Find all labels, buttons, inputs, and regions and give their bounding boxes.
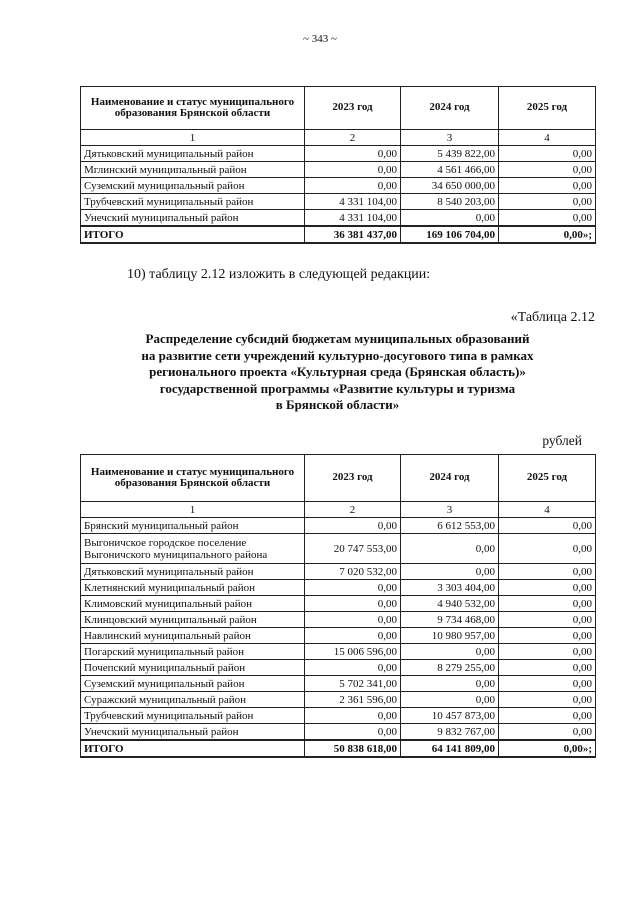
cell-2023: 0,00 bbox=[305, 146, 401, 162]
total-2023: 50 838 618,00 bbox=[305, 740, 401, 757]
cell-name: Трубчевский муниципальный район bbox=[81, 708, 305, 724]
header-municipality: Наименование и статус муниципального образования Брянской области bbox=[81, 87, 305, 130]
header-2024: 2024 год bbox=[401, 87, 499, 130]
cell-name: Дятьковский муниципальный район bbox=[81, 146, 305, 162]
total-row bbox=[81, 226, 596, 243]
header-2024: 2024 год bbox=[401, 455, 499, 502]
page-number: ~ 343 ~ bbox=[303, 33, 337, 45]
table-row bbox=[81, 210, 596, 227]
index-cell: 1 bbox=[81, 130, 305, 146]
cell-2025: 0,00 bbox=[499, 146, 596, 162]
table-2 bbox=[80, 454, 596, 758]
cell-name: Мглинский муниципальный район bbox=[81, 162, 305, 178]
cell-2024: 9 734 468,00 bbox=[401, 612, 499, 628]
table-row bbox=[81, 676, 596, 692]
cell-name: Клинцовский муниципальный район bbox=[81, 612, 305, 628]
cell-2025: 0,00 bbox=[499, 178, 596, 194]
cell-2023: 0,00 bbox=[305, 660, 401, 676]
cell-2024: 4 561 466,00 bbox=[401, 162, 499, 178]
header-2025: 2025 год bbox=[499, 455, 596, 502]
cell-name: Суземский муниципальный район bbox=[81, 676, 305, 692]
cell-2025: 0,00 bbox=[499, 534, 596, 564]
index-cell: 4 bbox=[499, 502, 596, 518]
table-row bbox=[81, 692, 596, 708]
cell-2023: 0,00 bbox=[305, 162, 401, 178]
cell-2025: 0,00 bbox=[499, 518, 596, 534]
total-2023: 36 381 437,00 bbox=[305, 226, 401, 243]
cell-name: Трубчевский муниципальный район bbox=[81, 194, 305, 210]
cell-2024: 8 540 203,00 bbox=[401, 194, 499, 210]
instruction-text: 10) таблицу 2.12 изложить в следующей редакции: bbox=[127, 267, 431, 282]
cell-2025: 0,00 bbox=[499, 692, 596, 708]
cell-name: Суземский муниципальный район bbox=[81, 178, 305, 194]
table-title-line: Распределение субсидий бюджетам муниципальных образований bbox=[145, 331, 530, 346]
cell-2024: 4 940 532,00 bbox=[401, 596, 499, 612]
cell-2025: 0,00 bbox=[499, 194, 596, 210]
table-header-row bbox=[81, 87, 596, 130]
cell-2023: 0,00 bbox=[305, 628, 401, 644]
cell-name: Погарский муниципальный район bbox=[81, 644, 305, 660]
cell-2025: 0,00 bbox=[499, 724, 596, 741]
table-title-line: в Брянской области» bbox=[275, 397, 400, 412]
cell-2025: 0,00 bbox=[499, 612, 596, 628]
cell-name: Унечский муниципальный район bbox=[81, 210, 305, 227]
table-row bbox=[81, 628, 596, 644]
table-row bbox=[81, 580, 596, 596]
total-2025: 0,00»; bbox=[499, 226, 596, 243]
cell-2023: 0,00 bbox=[305, 724, 401, 741]
cell-2025: 0,00 bbox=[499, 580, 596, 596]
header-2023: 2023 год bbox=[305, 87, 401, 130]
cell-2025: 0,00 bbox=[499, 644, 596, 660]
cell-2025: 0,00 bbox=[499, 676, 596, 692]
cell-2023: 2 361 596,00 bbox=[305, 692, 401, 708]
cell-name: Унечский муниципальный район bbox=[81, 724, 305, 741]
cell-2023: 20 747 553,00 bbox=[305, 534, 401, 564]
cell-2023: 0,00 bbox=[305, 518, 401, 534]
table-row bbox=[81, 596, 596, 612]
cell-2025: 0,00 bbox=[499, 162, 596, 178]
cell-2023: 5 702 341,00 bbox=[305, 676, 401, 692]
cell-2024: 0,00 bbox=[401, 692, 499, 708]
header-2025: 2025 год bbox=[499, 87, 596, 130]
total-label: ИТОГО bbox=[81, 226, 305, 243]
cell-2023: 0,00 bbox=[305, 612, 401, 628]
index-cell: 2 bbox=[305, 502, 401, 518]
header-2023: 2023 год bbox=[305, 455, 401, 502]
index-cell: 2 bbox=[305, 130, 401, 146]
total-2025: 0,00»; bbox=[499, 740, 596, 757]
cell-2023: 0,00 bbox=[305, 708, 401, 724]
table-row bbox=[81, 644, 596, 660]
table-1 bbox=[80, 86, 596, 244]
table-row bbox=[81, 612, 596, 628]
cell-2024: 10 980 957,00 bbox=[401, 628, 499, 644]
index-cell: 3 bbox=[401, 130, 499, 146]
table-row bbox=[81, 162, 596, 178]
index-cell: 3 bbox=[401, 502, 499, 518]
cell-name: Брянский муниципальный район bbox=[81, 518, 305, 534]
cell-2024: 5 439 822,00 bbox=[401, 146, 499, 162]
cell-2025: 0,00 bbox=[499, 660, 596, 676]
table-row bbox=[81, 724, 596, 741]
cell-name: Климовский муниципальный район bbox=[81, 596, 305, 612]
cell-name: Дятьковский муниципальный район bbox=[81, 564, 305, 580]
table-row bbox=[81, 518, 596, 534]
table-row bbox=[81, 564, 596, 580]
index-row bbox=[81, 130, 596, 146]
index-cell: 4 bbox=[499, 130, 596, 146]
cell-name: Навлинский муниципальный район bbox=[81, 628, 305, 644]
cell-2025: 0,00 bbox=[499, 708, 596, 724]
cell-2024: 10 457 873,00 bbox=[401, 708, 499, 724]
table-row bbox=[81, 708, 596, 724]
table-row bbox=[81, 178, 596, 194]
table-title-line: регионального проекта «Культурная среда (Брянская область)» bbox=[149, 364, 526, 379]
cell-2023: 0,00 bbox=[305, 178, 401, 194]
cell-2025: 0,00 bbox=[499, 210, 596, 227]
cell-2024: 6 612 553,00 bbox=[401, 518, 499, 534]
table-row bbox=[81, 660, 596, 676]
cell-2024: 0,00 bbox=[401, 644, 499, 660]
cell-2024: 0,00 bbox=[401, 210, 499, 227]
cell-2023: 7 020 532,00 bbox=[305, 564, 401, 580]
cell-2023: 4 331 104,00 bbox=[305, 194, 401, 210]
cell-name: Клетнянский муниципальный район bbox=[81, 580, 305, 596]
cell-2025: 0,00 bbox=[499, 596, 596, 612]
header-municipality: Наименование и статус муниципального образования Брянской области bbox=[81, 455, 305, 502]
table-title-line: на развитие сети учреждений культурно-досугового типа в рамках bbox=[141, 347, 534, 363]
index-cell: 1 bbox=[81, 502, 305, 518]
cell-2025: 0,00 bbox=[499, 564, 596, 580]
table-title bbox=[80, 331, 595, 414]
table-row bbox=[81, 194, 596, 210]
cell-2023: 0,00 bbox=[305, 580, 401, 596]
cell-2024: 9 832 767,00 bbox=[401, 724, 499, 741]
table-label: «Таблица 2.12 bbox=[510, 310, 595, 325]
cell-2023: 0,00 bbox=[305, 596, 401, 612]
index-row bbox=[81, 502, 596, 518]
total-2024: 169 106 704,00 bbox=[401, 226, 499, 243]
cell-2024: 0,00 bbox=[401, 564, 499, 580]
table-row bbox=[81, 534, 596, 564]
cell-2024: 0,00 bbox=[401, 534, 499, 564]
unit-label: рублей bbox=[542, 433, 582, 448]
cell-name: Суражский муниципальный район bbox=[81, 692, 305, 708]
cell-name: Почепский муниципальный район bbox=[81, 660, 305, 676]
table-header-row bbox=[81, 455, 596, 502]
cell-2023: 15 006 596,00 bbox=[305, 644, 401, 660]
total-row bbox=[81, 740, 596, 757]
total-label: ИТОГО bbox=[81, 740, 305, 757]
cell-2024: 34 650 000,00 bbox=[401, 178, 499, 194]
cell-2024: 3 303 404,00 bbox=[401, 580, 499, 596]
cell-name: Выгоничское городское поселение Выгоничского муниципального района bbox=[81, 534, 305, 564]
total-2024: 64 141 809,00 bbox=[401, 740, 499, 757]
table-title-line: государственной программы «Развитие культуры и туризма bbox=[159, 380, 516, 396]
cell-2025: 0,00 bbox=[499, 628, 596, 644]
table-row bbox=[81, 146, 596, 162]
cell-2024: 0,00 bbox=[401, 676, 499, 692]
cell-2023: 4 331 104,00 bbox=[305, 210, 401, 227]
cell-2024: 8 279 255,00 bbox=[401, 660, 499, 676]
